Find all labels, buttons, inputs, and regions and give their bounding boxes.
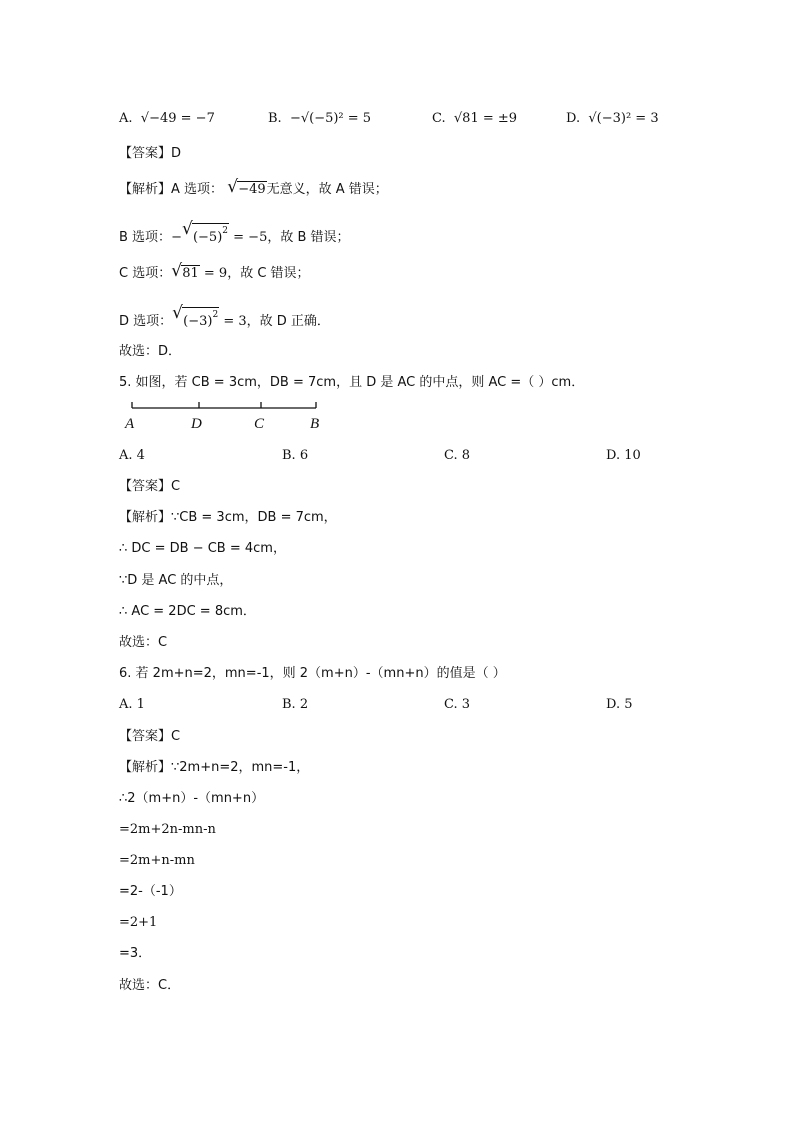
q4-analysis-b: B 选项：− √ $(-5)^2 = -5$，故 B 错误； bbox=[119, 219, 350, 245]
q6-answer: 【答案】C bbox=[119, 729, 181, 744]
q4-option-d: D. √(−3)² = 3 bbox=[566, 111, 659, 126]
q5-option-b: B. 6 bbox=[282, 448, 309, 463]
q6-stem: 6. 若 2m+n=2，mn=-1，则 2（m+n）-（mn+n）的值是（ ） bbox=[119, 666, 506, 681]
point-label-d: D bbox=[191, 416, 202, 432]
q4-option-d-expr: √(−3)² = 3 bbox=[588, 111, 659, 126]
q6-analysis-line-2: ∴2（m+n）-（mn+n） bbox=[119, 791, 265, 806]
q4-option-c-expr: √81 = ±9 bbox=[453, 111, 518, 126]
q6-option-c: C. 3 bbox=[444, 697, 471, 712]
q4-option-b: B. −√(−5)² = 5 bbox=[268, 111, 372, 126]
sqrt-neg49: √ −49 bbox=[227, 177, 266, 197]
q4-analysis-a: 【解析】A 选项： √ −49无意义，故 A 错误； bbox=[119, 177, 388, 197]
q5-option-d: D. 10 bbox=[606, 448, 641, 463]
point-label-b: B bbox=[310, 416, 320, 432]
q4-analysis-c: C 选项： √ 81 = 9，故 C 错误； bbox=[119, 261, 310, 281]
q4-option-a: A. √−49 = −7 bbox=[119, 111, 215, 126]
q5-analysis-line-1: 【解析】∵CB = 3cm，DB = 7cm， bbox=[119, 510, 337, 525]
q5-option-c: C. 8 bbox=[444, 448, 471, 463]
q5-option-a: A. 4 bbox=[119, 448, 145, 463]
q6-analysis-line-5: =2-（-1） bbox=[119, 884, 182, 899]
q4-option-a-expr: √−49 = −7 bbox=[140, 111, 215, 126]
q6-analysis-line-1: 【解析】∵2m+n=2，mn=-1， bbox=[119, 760, 310, 775]
q4-answer: 【答案】D bbox=[119, 146, 182, 161]
q4-conclusion: 故选：D． bbox=[119, 344, 182, 359]
q5-answer: 【答案】C bbox=[119, 479, 181, 494]
q5-conclusion: 故选：C bbox=[119, 635, 168, 650]
point-label-c: C bbox=[254, 416, 265, 432]
q5-analysis-line-4: ∴ AC = 2DC = 8cm． bbox=[119, 604, 256, 619]
q5-analysis-line-3: ∵D 是 AC 的中点， bbox=[119, 573, 233, 588]
q6-analysis-line-7: =3． bbox=[119, 946, 152, 961]
q4-analysis-d: D 选项： √ $(-3)^2 = 3$，故 D 正确． bbox=[119, 303, 330, 329]
q5-stem: 5. 如图，若 CB = 3cm，DB = 7cm，且 D 是 AC 的中点，则 AC =（ ）cm． bbox=[119, 375, 585, 390]
q5-line-segment-figure bbox=[119, 398, 329, 434]
q6-option-a: A. 1 bbox=[119, 697, 145, 712]
q6-option-d: D. 5 bbox=[606, 697, 633, 712]
q6-analysis-line-3: =2m+2n-mn-n bbox=[119, 822, 216, 837]
q6-analysis-line-6: =2+1 bbox=[119, 915, 158, 930]
q6-conclusion: 故选：C． bbox=[119, 978, 181, 993]
q4-option-b-expr: −√(−5)² = 5 bbox=[289, 111, 372, 126]
q5-analysis-line-2: ∴ DC = DB − CB = 4cm， bbox=[119, 541, 286, 556]
q6-analysis-line-4: =2m+n-mn bbox=[119, 853, 195, 868]
point-label-a: A bbox=[125, 416, 135, 432]
q4-option-c: C. √81 = ±9 bbox=[432, 111, 518, 126]
q6-option-b: B. 2 bbox=[282, 697, 309, 712]
